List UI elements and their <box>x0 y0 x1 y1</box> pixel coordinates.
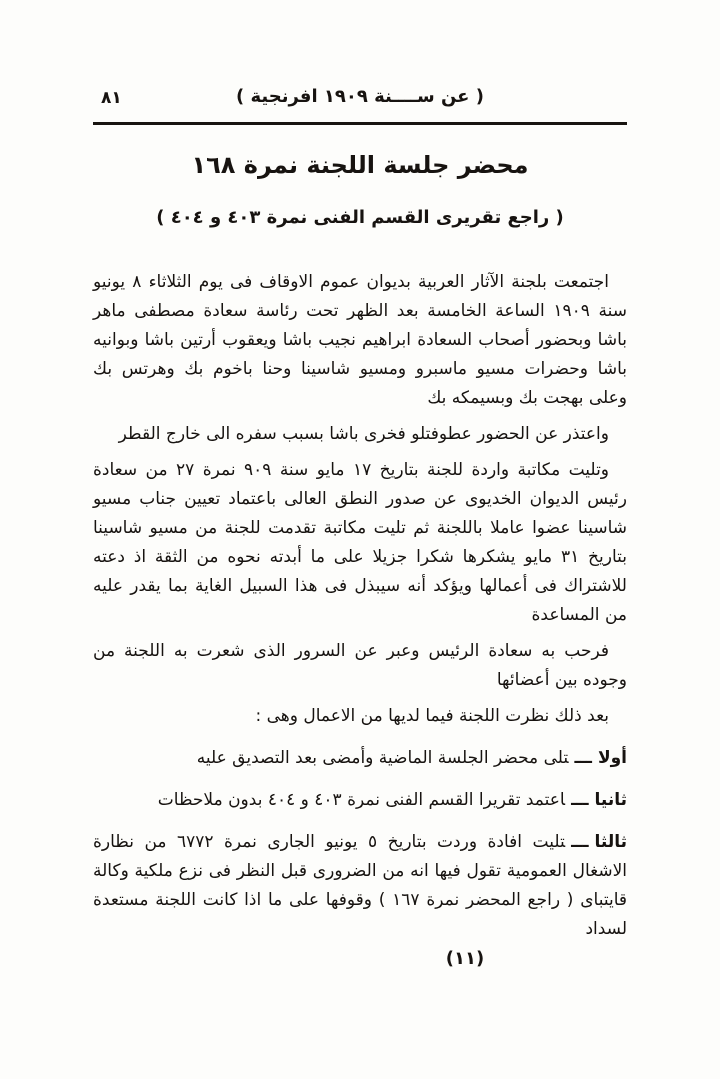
doc-title: محضر جلسة اللجنة نمرة ١٦٨ <box>191 151 529 179</box>
paragraph: فرحب به سعادة الرئيس وعبر عن السرور الذى شعرت به اللجنة من وجوده بين أعضائها <box>93 641 627 690</box>
item-label: أولا <box>597 748 627 768</box>
document-body <box>93 268 627 969</box>
item-text: تليت افادة وردت بتاريخ ٥ يونيو الجارى نمرة ٦٧٧٢ من نظارة الاشغال العمومية تقول فيها انه من الضرورى قبل النظر فى نزع ملكية وكالة قايتباى ( راجع المحضر نمرة ١٦٧ ) وقوفها على ما اذا كانت اللجنة مستعدة لسداد <box>93 832 627 939</box>
item-label: ثالثا <box>594 832 628 852</box>
numbered-items <box>93 744 627 944</box>
page-number: ٨١ <box>101 88 122 108</box>
list-item <box>93 786 627 815</box>
item-text: تلى محضر الجلسة الماضية وأمضى بعد التصديق عليه <box>196 748 569 768</box>
item-dash: ـــ <box>571 790 589 810</box>
item-dash: ـــ <box>574 748 592 768</box>
list-item <box>93 828 627 944</box>
paragraph: اجتمعت بلجنة الآثار العربية بديوان عموم الاوقاف فى يوم الثلاثاء ٨ يونيو سنة ١٩٠٩ الساعة الخامسة بعد الظهر تحت رئاسة سعادة مصطفى ماهر باشا وبحضور أصحاب السعادة ابراهيم نجيب باشا ويعقوب أرتين باشا وبوانيه باشا وحضرات مسيو ماسبرو ومسيو شاسينا وحنا باخوم بك وهرتس بك وعلى بهجت بك وبسيمكه بك <box>93 272 627 408</box>
list-item <box>93 744 627 773</box>
item-label: ثانيا <box>594 790 627 810</box>
year-header: ( عن ســــنة ١٩٠٩ افرنجية ) <box>236 86 484 107</box>
page-header <box>93 86 627 116</box>
paragraph: وتليت مكاتبة واردة للجنة بتاريخ ١٧ مايو سنة ٩٠٩ نمرة ٢٧ من سعادة رئيس الديوان الخديوى عن صدور النطق العالى باعتماد تعيين جناب مسيو شاسينا عضوا عاملا باللجنة ثم تليت مكاتبة تقدمت للجنة من مسيو شاسينا بتاريخ ٣١ مايو يشكرها شكرا جزيلا على ما أبدته نحوه من الثقة اذ دعته للاشتراك فى أعمالها ويؤكد أنه سيبذل فى هذا السبيل الغاية بما يقدر عليه من المساعدة <box>93 460 628 625</box>
footer-page-marker: (١١) <box>445 948 485 969</box>
paragraph: بعد ذلك نظرت اللجنة فيما لديها من الاعمال وهى : <box>255 706 609 726</box>
page-content <box>93 86 627 969</box>
doc-subtitle: ( راجع تقريرى القسم الفنى نمرة ٤٠٣ و ٤٠٤ ) <box>156 207 564 228</box>
header-rule <box>93 122 627 125</box>
paragraph: واعتذر عن الحضور عطوفتلو فخرى باشا بسبب سفره الى خارج القطر <box>118 424 609 444</box>
item-dash: ـــ <box>571 832 589 852</box>
item-text: اعتمد تقريرا القسم الفنى نمرة ٤٠٣ و ٤٠٤ بدون ملاحظات <box>157 790 566 810</box>
